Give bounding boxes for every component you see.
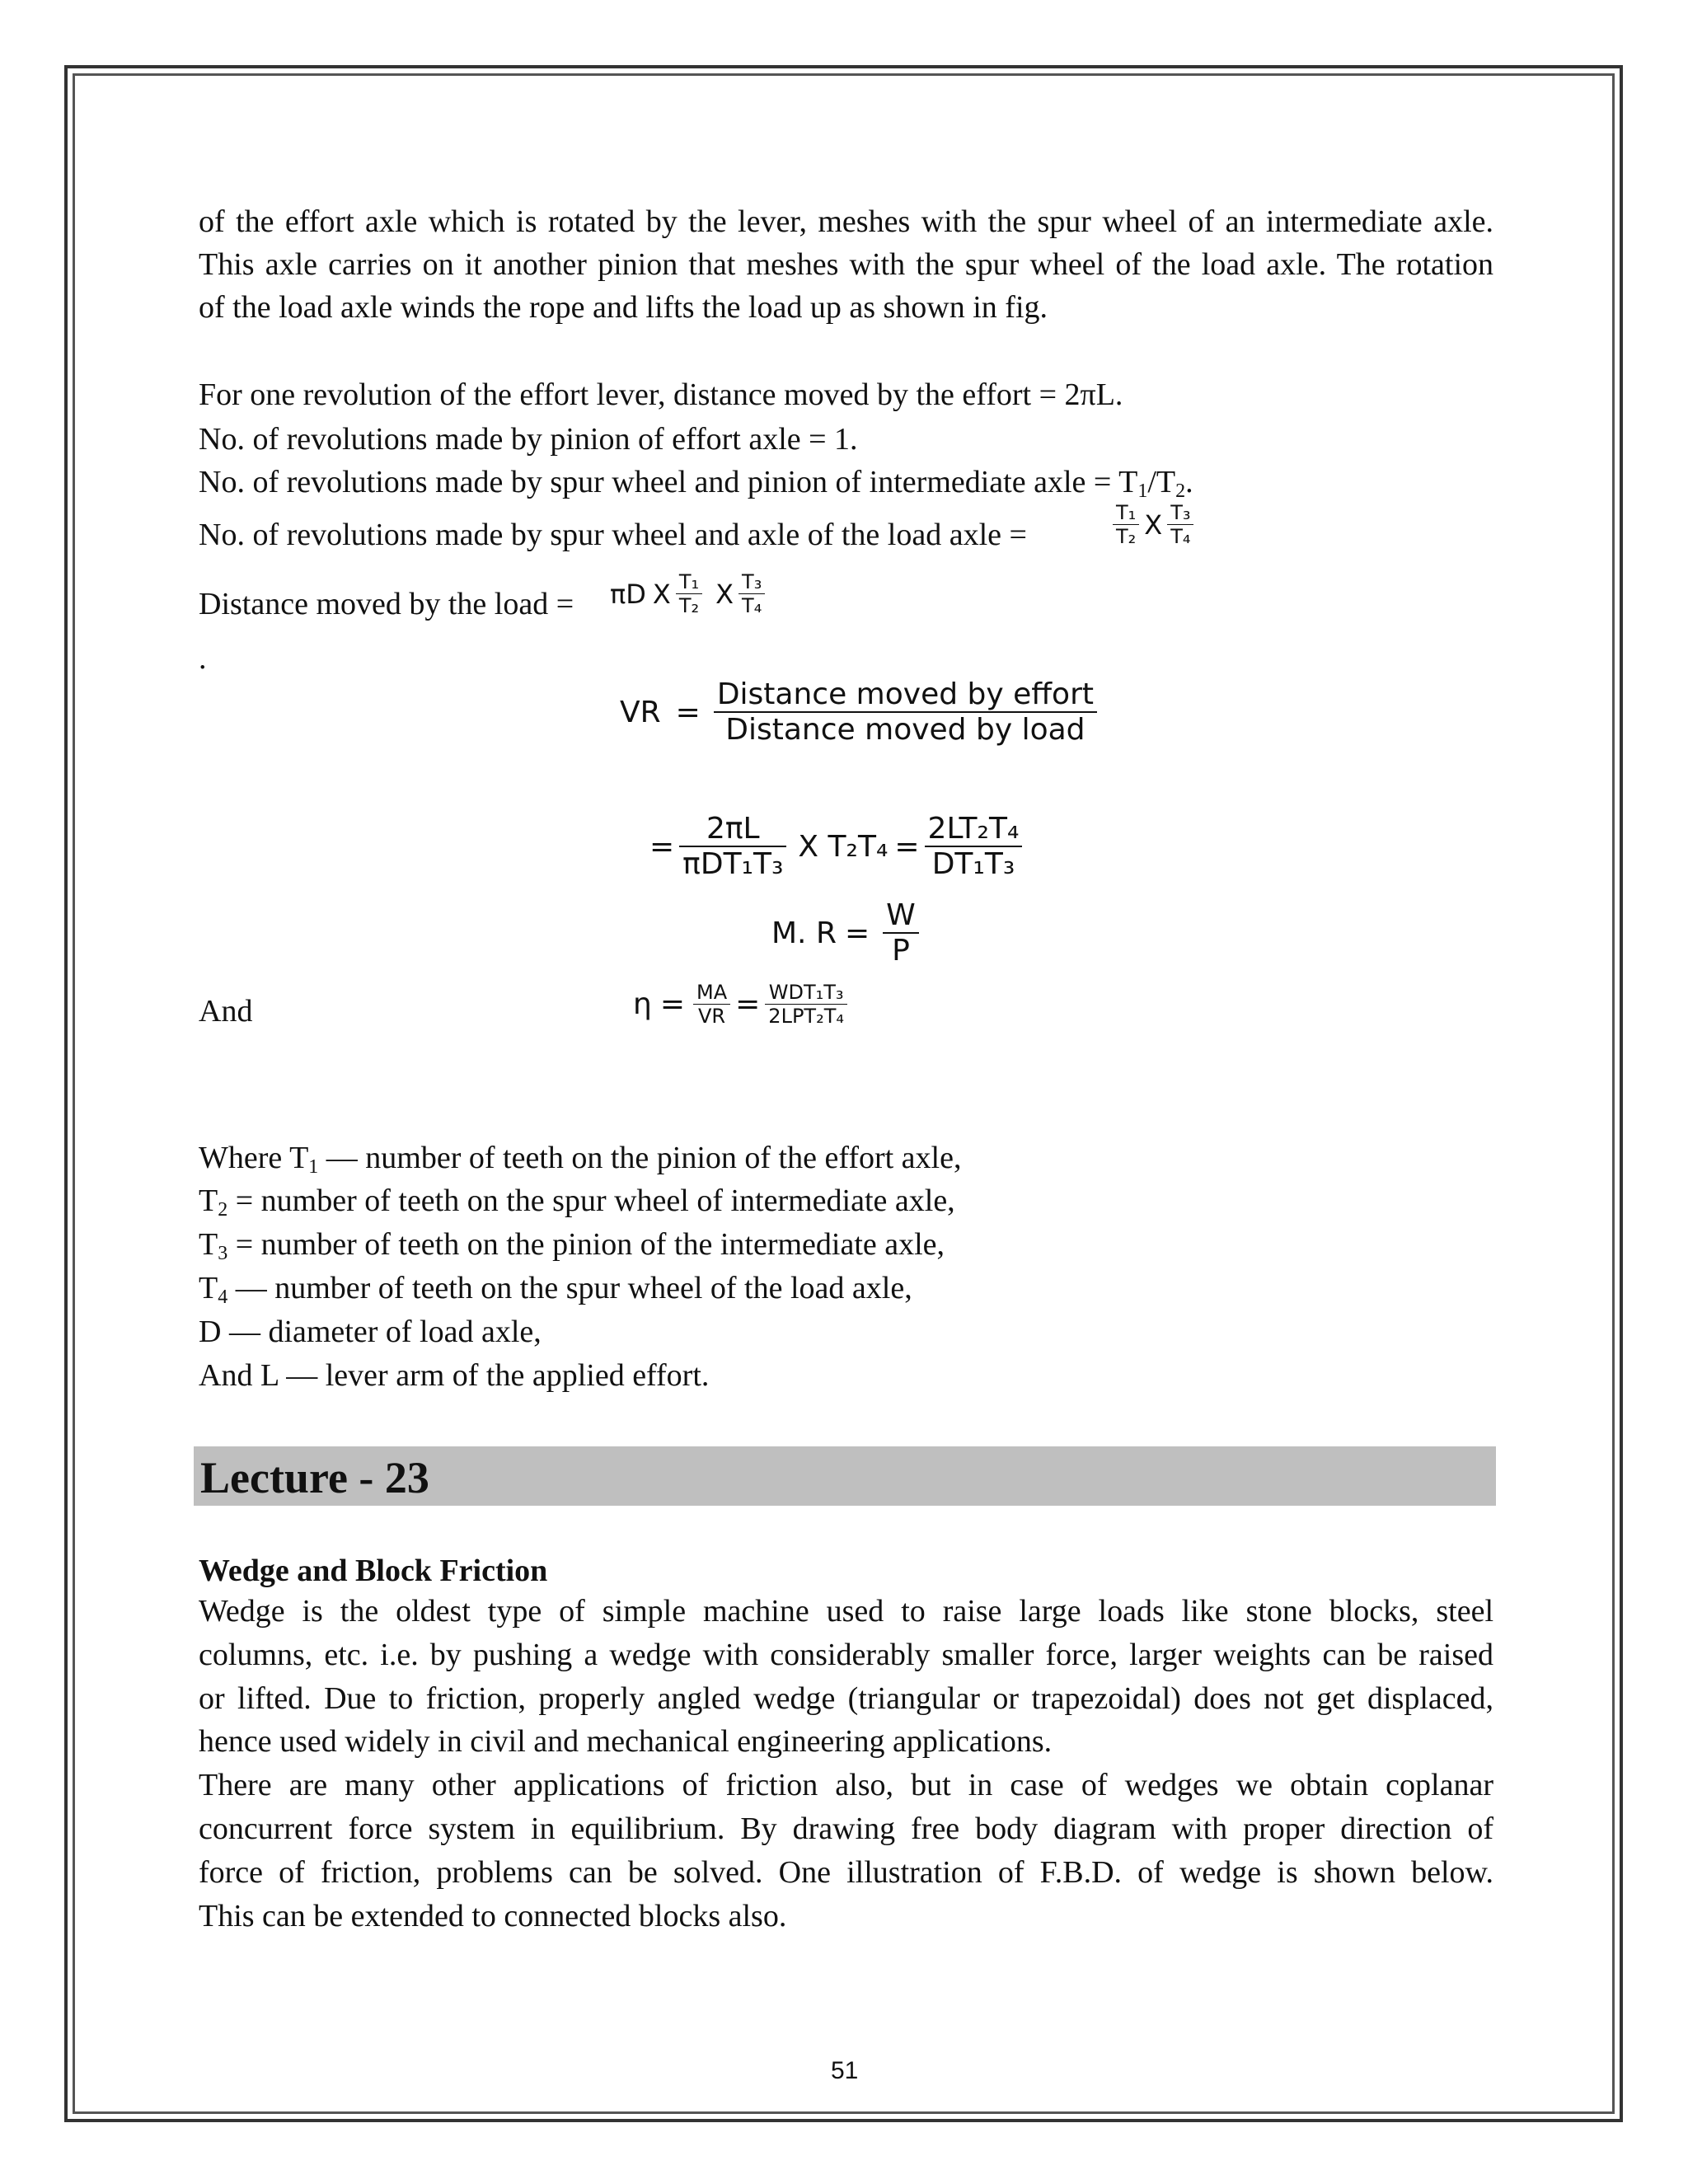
paragraph-1-line-2: columns, etc. i.e. by pushing a wedge with considerably smaller force, larger weights can be raised bbox=[199, 1638, 1493, 1672]
where-l: And L — lever arm of the applied effort. bbox=[199, 1358, 710, 1393]
paragraph-2-line-3: force of friction, problems can be solved. One illustration of F.B.D. of wedge is shown below. bbox=[199, 1855, 1493, 1890]
paragraph-2-line-4: This can be extended to connected blocks also. bbox=[199, 1899, 787, 1933]
load-axle-ratio: $\frac{\text{T₁}}{\text{T₂}}$ X $\frac{\text{T₃}}{\text{T₄}}$ bbox=[1108, 501, 1198, 548]
paragraph-2-line-2: concurrent force system in equilibrium. By drawing free body diagram with proper direction of bbox=[199, 1811, 1493, 1846]
section-subheading: Wedge and Block Friction bbox=[199, 1554, 548, 1588]
paragraph-2-line-1: There are many other applications of friction also, but in case of wedges we obtain coplanar bbox=[199, 1768, 1493, 1802]
where-t4: $T_4$ — number of teeth on the spur wheel of the load axle, bbox=[199, 1271, 912, 1308]
mr-equation: M. R = $\frac{W}{P}$ bbox=[771, 898, 924, 968]
efficiency-equation: η = $\frac{MA}{VR}$ = $\frac{\text{WDT₁T₃}}{\text{2LPT₂T₄}}$ bbox=[633, 981, 852, 1028]
page-number: 51 bbox=[831, 2057, 859, 2084]
vr-result-equation: = $\frac{2\pi L}{\text{πDT₁T₃}}$ X T₂T₄ = $\frac{\text{2LT₂T₄}}{\text{DT₁T₃}}$ bbox=[649, 812, 1027, 881]
step-pinion-revolutions: No. of revolutions made by pinion of effort axle = 1. bbox=[199, 422, 858, 457]
load-distance-expression: πD X $\frac{\text{T₁}}{\text{T₂}}$ X $\frac{\text{T₃}}{\text{T₄}}$ bbox=[610, 570, 770, 617]
step-effort-distance: For one revolution of the effort lever, distance moved by the effort = 2πL. bbox=[199, 377, 1123, 412]
intro-line-2: This axle carries on it another pinion that meshes with the spur wheel of the load axle. The rotation bbox=[199, 247, 1493, 282]
intro-line-3: of the load axle winds the rope and lifts the load up as shown in fig. bbox=[199, 290, 1048, 325]
where-t3: $T_3$ = number of teeth on the pinion of the intermediate axle, bbox=[199, 1227, 945, 1264]
vr-equation: VR = $\frac{\text{Distance moved by effort}}{\text{Distance moved by load}}$ bbox=[620, 677, 1102, 747]
step-load-axle-revolutions: No. of revolutions made by spur wheel and axle of the load axle = bbox=[199, 518, 1027, 552]
where-t2: $T_2$ = number of teeth on the spur wheel of intermediate axle, bbox=[199, 1183, 955, 1221]
where-d: D — diameter of load axle, bbox=[199, 1315, 542, 1349]
step-load-distance: Distance moved by the load = bbox=[199, 587, 574, 621]
intro-line-1: of the effort axle which is rotated by the lever, meshes with the spur wheel of an intermediate axle. bbox=[199, 204, 1493, 239]
lecture-title: Lecture - 23 bbox=[200, 1453, 429, 1502]
and-label: And bbox=[199, 994, 253, 1029]
paragraph-1-line-1: Wedge is the oldest type of simple machine used to raise large loads like stone blocks, steel bbox=[199, 1594, 1493, 1629]
where-t1: Where $T_1$ — number of teeth on the pinion of the effort axle, bbox=[199, 1141, 962, 1178]
step-intermediate-revolutions: No. of revolutions made by spur wheel and pinion of intermediate axle = $T_1/T_2$. bbox=[199, 465, 1193, 502]
stray-dot: . bbox=[199, 641, 207, 676]
paragraph-1-line-4: hence used widely in civil and mechanical engineering applications. bbox=[199, 1724, 1053, 1759]
paragraph-1-line-3: or lifted. Due to friction, properly angled wedge (triangular or trapezoidal) does not get displaced, bbox=[199, 1681, 1493, 1716]
